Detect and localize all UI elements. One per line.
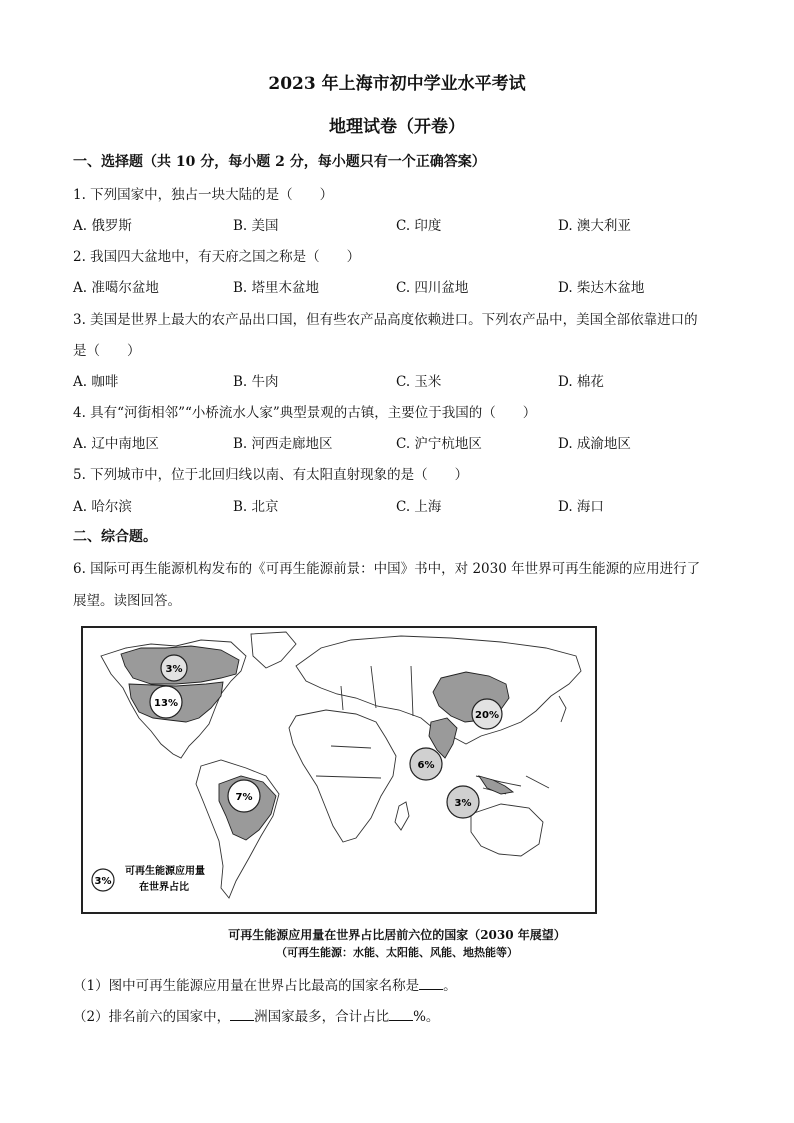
question-1-option-a: A. 俄罗斯 [73, 218, 132, 234]
marker-value: 3% [454, 798, 472, 809]
legend-line-1: 可再生能源应用量 [125, 866, 205, 877]
question-1-option-c: C. 印度 [396, 218, 442, 234]
answer-blank-3[interactable] [389, 1008, 413, 1021]
world-map-figure [81, 626, 597, 914]
question-3-option-d: D. 棉花 [558, 374, 604, 390]
marker-india [410, 748, 442, 780]
question-4-option-a: A. 辽中南地区 [73, 436, 159, 452]
question-3-option-a: A. 咖啡 [73, 374, 119, 390]
exam-subtitle: 地理试卷（开卷） [329, 117, 465, 137]
question-3-option-c: C. 玉米 [396, 374, 442, 390]
question-5-stem: 5. 下列城市中，位于北回归线以南、有太阳直射现象的是（ ） [73, 467, 469, 483]
answer-blank-2[interactable] [230, 1008, 254, 1021]
question-4-option-d: D. 成渝地区 [558, 436, 631, 452]
sub-question-1-text: （1）图中可再生能源应用量在世界占比最高的国家名称是 [73, 978, 420, 994]
question-4-stem: 4. 具有“河街相邻”“小桥流水人家”典型景观的古镇，主要位于我国的（ ） [73, 405, 537, 421]
marker-usa [150, 686, 182, 718]
question-1-option-b: B. 美国 [233, 218, 279, 234]
sub-question-1 [73, 974, 457, 994]
question-5-option-d: D. 海口 [558, 499, 604, 515]
marker-brazil [228, 780, 260, 812]
legend-line-2: 在世界占比 [139, 882, 189, 893]
marker-value: 7% [235, 792, 253, 803]
question-5-option-b: B. 北京 [233, 499, 279, 515]
marker-value: 13% [154, 698, 178, 709]
marker-canada [161, 655, 187, 681]
question-2-option-c: C. 四川盆地 [396, 280, 469, 296]
section-1-heading: 一、选择题（共 10 分，每小题 2 分，每小题只有一个正确答案） [73, 154, 486, 170]
exam-title: 2023 年上海市初中学业水平考试 [268, 74, 526, 94]
question-2-option-b: B. 塔里木盆地 [233, 280, 320, 296]
question-1-stem: 1. 下列国家中，独占一块大陆的是（ ） [73, 187, 334, 203]
question-4-option-b: B. 河西走廊地区 [233, 436, 333, 452]
sub-question-2 [73, 1005, 439, 1025]
question-3-option-b: B. 牛肉 [233, 374, 279, 390]
question-1-option-d: D. 澳大利亚 [558, 218, 631, 234]
figure-caption: 可再生能源应用量在世界占比居前六位的国家（2030 年展望） [228, 928, 566, 942]
legend-sample-value: 3% [94, 876, 112, 887]
marker-value: 6% [417, 760, 435, 771]
question-2-option-a: A. 准噶尔盆地 [73, 280, 159, 296]
question-6-stem: 6. 国际可再生能源机构发布的《可再生能源前景：中国》书中，对 2030 年世界可再生能源的应用进行了 [73, 561, 701, 577]
section-2-heading: 二、综合题。 [73, 529, 157, 545]
sub-question-1-end: 。 [443, 978, 457, 994]
marker-value: 3% [165, 664, 183, 675]
question-6-stem-cont: 展望。读图回答。 [73, 593, 181, 609]
marker-indonesia [447, 786, 479, 818]
question-4-option-c: C. 沪宁杭地区 [396, 436, 482, 452]
question-5-option-c: C. 上海 [396, 499, 442, 515]
marker-value: 20% [475, 710, 499, 721]
marker-china [472, 699, 502, 729]
question-2-stem: 2. 我国四大盆地中，有天府之国之称是（ ） [73, 249, 361, 265]
question-3-stem: 3. 美国是世界上最大的农产品出口国，但有些农产品高度依赖进口。下列农产品中，美国全部依靠进口的 [73, 312, 698, 328]
sub-question-2-text: （2）排名前六的国家中， [73, 1009, 231, 1025]
figure-caption-sub: （可再生能源：水能、太阳能、风能、地热能等） [276, 946, 518, 959]
sub-question-2-mid: 洲国家最多，合计占比 [254, 1009, 390, 1025]
question-3-stem-cont: 是（ ） [73, 343, 141, 359]
sub-question-2-end: %。 [413, 1009, 440, 1025]
question-2-option-d: D. 柴达木盆地 [558, 280, 645, 296]
answer-blank-1[interactable] [419, 977, 443, 990]
question-5-option-a: A. 哈尔滨 [73, 499, 132, 515]
